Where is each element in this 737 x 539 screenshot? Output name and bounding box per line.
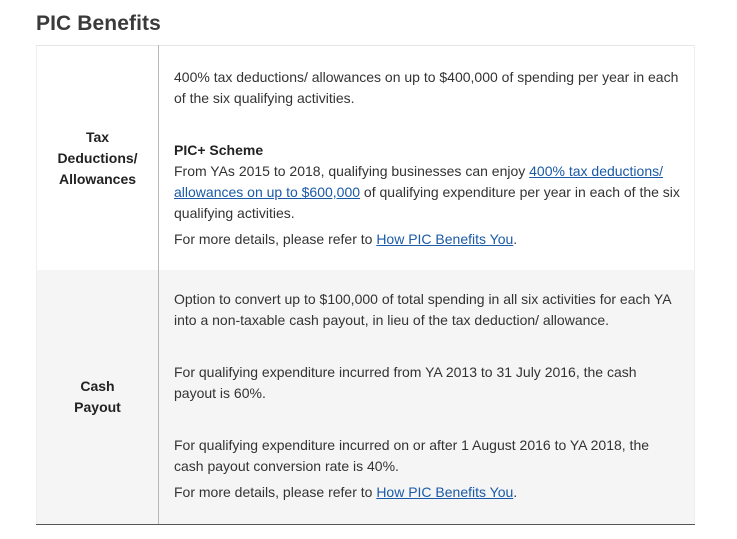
row-label-tax-deductions xyxy=(37,46,159,271)
cash-payout-option-text: Option to convert up to $100,000 of total spending in all six activities for each YA into a non-taxable cash payout, in lieu of the tax deduction/ allowance. xyxy=(174,291,671,328)
more-details-suffix: . xyxy=(513,231,518,247)
cash-more-details xyxy=(174,482,680,503)
tax-more-details xyxy=(174,229,680,250)
cash-payout-rate-2013-text: For qualifying expenditure incurred from YA 2013 to 31 July 2016, the cash payout is 60%. xyxy=(174,364,637,401)
row-label-line: Deductions/ xyxy=(57,149,138,166)
page-title: PIC Benefits xyxy=(36,12,161,35)
more-details-suffix: . xyxy=(513,484,518,500)
pic-plus-allowance-link[interactable]: 400% tax deductions/ allowances on up to $600,000 xyxy=(174,163,664,200)
row-label-cash-payout xyxy=(37,270,159,525)
row-content-tax-deductions xyxy=(159,46,695,271)
cash-payout-rate-2016-text: For qualifying expenditure incurred on or after 1 August 2016 to YA 2018, the cash payout conversion rate is 40%. xyxy=(174,437,650,474)
row-label-line: Allowances xyxy=(58,170,137,187)
row-label-line: Payout xyxy=(74,399,121,415)
pic-plus-text xyxy=(174,161,680,224)
pic-plus-text-prefix: From YAs 2015 to 2018, qualifying businesses can enjoy xyxy=(174,163,530,179)
table-row-tax-deductions xyxy=(37,46,695,271)
pic-plus-text-suffix: of qualifying expenditure per year in each of the six qualifying activities. xyxy=(174,184,680,221)
more-details-prefix: For more details, please refer to xyxy=(174,231,377,247)
more-details-prefix: For more details, please refer to xyxy=(174,484,377,500)
row-label-line: Cash xyxy=(80,378,115,394)
how-pic-benefits-you-link[interactable]: How PIC Benefits You xyxy=(376,231,514,247)
tax-intro-text: 400% tax deductions/ allowances on up to $400,000 of spending per year in each of the six qualifying activities. xyxy=(174,69,679,106)
row-content-cash-payout xyxy=(159,270,695,525)
how-pic-benefits-you-link[interactable]: How PIC Benefits You xyxy=(376,484,514,500)
pic-benefits-table xyxy=(36,45,695,525)
pic-plus-heading: PIC+ Scheme xyxy=(174,142,264,158)
table-row-cash-payout xyxy=(37,270,695,525)
row-label-line: Tax xyxy=(85,128,110,145)
